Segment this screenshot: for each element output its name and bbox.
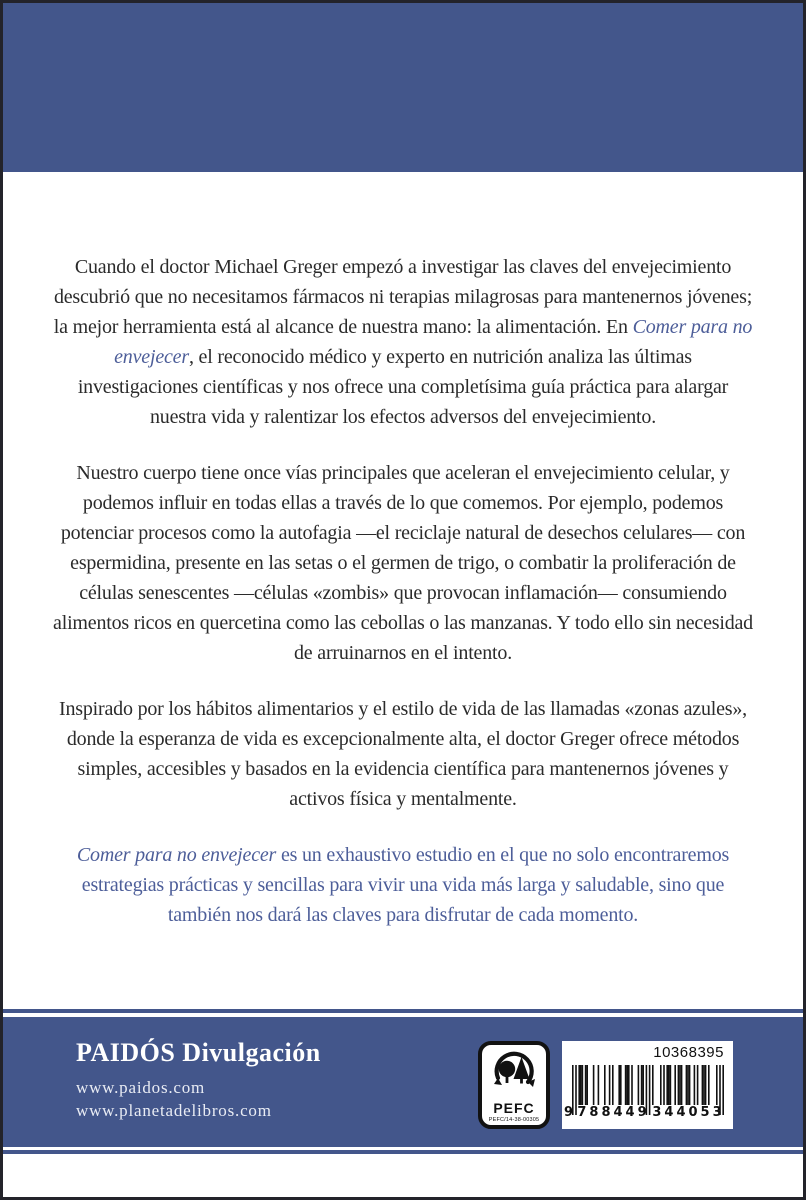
isbn-digits-left: 788449: [577, 1104, 650, 1120]
book-title-inline: Comer para no envejecer: [114, 316, 753, 368]
paragraph-1-text: Cuando el doctor Michael Greger empezó a investigar las claves del envejecimiento descubrió que no necesitamos fármacos ni terapias milagrosas para mantenernos jóvenes; la mejor herramienta está al alcance de nuestra mano: la alimentación. En: [53, 256, 753, 338]
footer-bottom-rule: [0, 1150, 806, 1154]
paragraph-1: [52, 252, 754, 432]
pefc-cert-number: PEFC/14-38-00305: [488, 1117, 540, 1123]
paragraph-4: [52, 840, 754, 930]
isbn-digits-right: 344053: [652, 1104, 725, 1120]
back-cover-text: [52, 252, 754, 956]
publisher-block: [76, 1038, 321, 1122]
pefc-trees-icon: [488, 1049, 540, 1100]
footer-top-rule: [0, 1009, 806, 1013]
barcode-panel: [562, 1041, 733, 1129]
pefc-certification-badge: [478, 1041, 550, 1129]
paragraph-3: Inspirado por los hábitos alimentarios y el estilo de vida de las llamadas «zonas azules», donde la esperanza de vida es excepcionalmente alta, el doctor Greger ofrece métodos simples, accesibles y basados en la evidencia científica para mantenernos jóvenes y activos física y mentalmente.: [59, 698, 747, 810]
paragraph-4-text: es un exhaustivo estudio en el que no solo encontraremos estrategias prácticas y sencillas para vivir una vida más larga y saludable, sino que también nos dará las claves para disfrutar de cada momento.: [81, 844, 730, 926]
paragraph-1-text-cont: , el reconocido médico y experto en nutrición analiza las últimas investigaciones científicas y nos ofrece una completísima guía práctica para alargar nuestra vida y ralentizar los efectos adversos del envejecimiento.: [77, 346, 729, 428]
publisher-url-planeta: www.planetadelibros.com: [76, 1101, 272, 1120]
publisher-url-paidos: www.paidos.com: [76, 1078, 206, 1097]
isbn-digit-first: 9: [564, 1104, 574, 1120]
paragraph-2: Nuestro cuerpo tiene once vías principales que aceleran el envejecimiento celular, y podemos influir en todas ellas a través de lo que comemos. Por ejemplo, podemos potenciar procesos como la autofagia —el reciclaje natural de desechos celulares— con espermidina, presente en las setas o el germen de trigo, o combatir la proliferación de células senescentes —células «zombis» que provocan inflamación— consumiendo alimentos ricos en quercetina como las cebollas o las manzanas. Y todo ello sin necesidad de arruinarnos en el intento.: [53, 462, 753, 664]
publisher-imprint: PAIDÓS Divulgación: [76, 1038, 321, 1067]
pefc-label: PEFC: [493, 1100, 535, 1116]
product-number: 10368395: [653, 1044, 724, 1061]
isbn-digits: [564, 1103, 726, 1121]
top-blue-band: [0, 0, 806, 172]
book-title-inline-2: Comer para no envejecer: [76, 844, 277, 866]
